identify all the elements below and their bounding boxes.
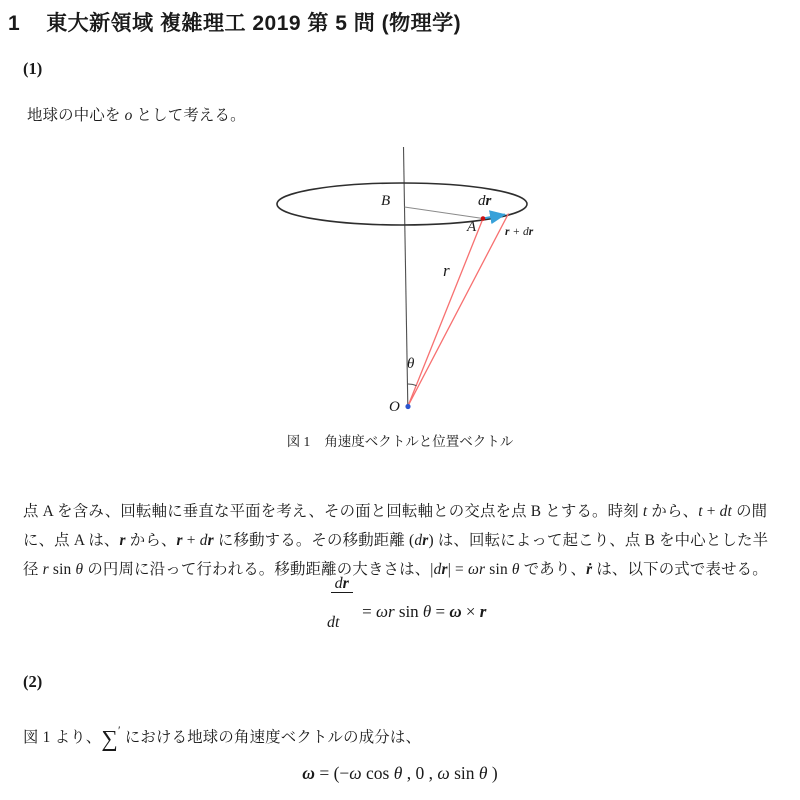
paragraph-line-3: 径 r sin θ の円周に沿って行われる。移動距離の大きさは、|dr| = ωr sin θ であり、ṙ は、以下の式で表せる。 xyxy=(23,561,768,578)
equation-rhs: = ωr sin θ = ω × r xyxy=(357,602,487,621)
fraction-numerator: dr xyxy=(331,575,353,593)
point-A-dot xyxy=(481,216,486,221)
theta-arc xyxy=(408,384,417,386)
section-title-text: 東大新領域 複雑理工 2019 第 5 問 (物理学) xyxy=(46,12,462,35)
figure-1-caption-text: 角速度ベクトルと位置ベクトル xyxy=(324,434,514,449)
equation-omega-components: ω = (− ω cos θ , 0 , ω sin θ ) xyxy=(302,762,498,783)
part1-label: (1) xyxy=(23,59,43,78)
label-B: B xyxy=(381,193,391,209)
radius-BA-line xyxy=(405,207,484,219)
paragraph-line-2: に、点 A は、r から、r + dr に移動する。その移動距離 (dr) は、回転によって起こり、点 B を中心とした半 xyxy=(23,532,769,549)
label-A: A xyxy=(467,219,477,235)
figure-1-caption-label: 図 1 xyxy=(286,434,311,449)
part1-intro: 地球の中心を o として考える。 xyxy=(27,107,246,124)
label-O: O xyxy=(389,399,400,415)
paragraph-line-1: 点 A を含み、回転軸に垂直な平面を考え、その面と回転軸との交点を点 B とする。時刻 t から、t + dt の間 xyxy=(23,503,768,520)
vector-r-plus-dr-line xyxy=(408,214,509,407)
figure-1-drawing xyxy=(250,140,570,425)
part2-label: (2) xyxy=(23,672,43,691)
label-dr: dr xyxy=(478,193,492,209)
figure-1 xyxy=(250,140,570,425)
fraction-dr-dt xyxy=(314,553,353,672)
vector-r-line xyxy=(408,219,483,407)
section-title xyxy=(8,7,461,37)
part2-intro: 図 1 より、∑′ における地球の角速度ベクトルの成分は、 xyxy=(23,723,422,751)
part1-paragraph xyxy=(23,497,783,584)
figure-1-caption xyxy=(0,430,800,450)
label-theta: θ xyxy=(407,356,415,372)
equation-dr-dt xyxy=(0,574,800,636)
label-r: r xyxy=(443,261,450,280)
label-r-plus-dr: r + dr xyxy=(505,226,534,238)
fraction-denominator: dt xyxy=(327,613,340,631)
point-O-dot xyxy=(405,404,410,409)
section-number: 1 xyxy=(8,12,21,35)
